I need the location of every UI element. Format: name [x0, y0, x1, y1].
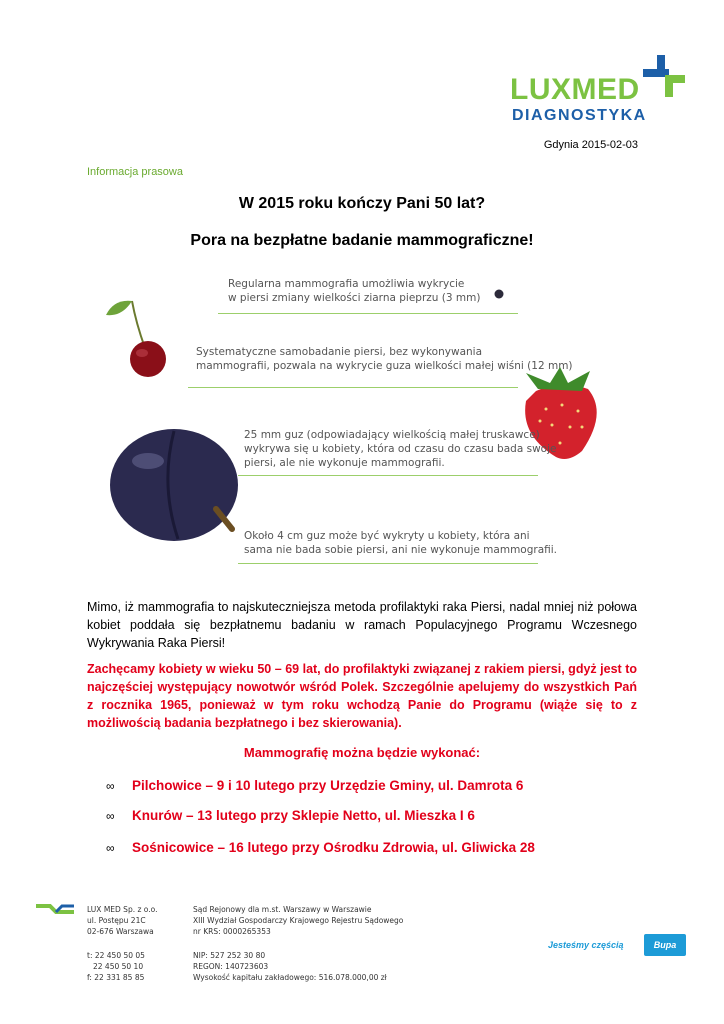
appeal-paragraph: Zachęcamy kobiety w wieku 50 – 69 lat, do profilaktyki związanej z rakiem piersi, gdyż jest to najczęściej występujący nowotwór wśród Polek. Szczególnie apelujemy do wszystkich Pań z rocznika 1965, ponieważ w tym roku wchodzą Panie do Programu (wiąże się to z możliwością badania bezpłatnego i bez skierowania).	[87, 662, 637, 730]
logo-luxmed-text: LUXMED	[510, 73, 640, 106]
separator	[238, 563, 538, 564]
page-title: W 2015 roku kończy Pani 50 lat?	[238, 195, 486, 212]
info-item-4: Około 4 cm guz może być wykryty u kobiety, która ani sama nie bada sobie piersi, ani nie wykonuje mammografii.	[244, 530, 558, 556]
footer-company-ids: NIP: 527 252 30 80 REGON: 140723603 Wysokość kapitału zakładowego: 516.078.000,00 zł	[193, 951, 387, 982]
press-label: Informacja prasowa	[87, 166, 183, 178]
page-subtitle: Pora na bezpłatne badanie mammograficzne!	[190, 232, 534, 249]
footer-tagline: Jesteśmy częścią	[548, 940, 624, 950]
footer-registry: Sąd Rejonowy dla m.st. Warszawy w Warszawie XIII Wydział Gospodarczy Krajowego Rejestru Sądowego nr KRS: 0000265353	[193, 905, 404, 936]
logo-diagnostyka-text: DIAGNOSTYKA	[512, 107, 647, 124]
bullet-icon: ∞	[106, 809, 115, 823]
bullet-icon: ∞	[106, 779, 115, 793]
bupa-logo: Bupa	[644, 934, 686, 956]
luxmed-cross-icon	[643, 55, 685, 97]
bullet-icon: ∞	[106, 841, 115, 855]
footer-luxmed-mark-icon	[36, 902, 74, 916]
separator	[188, 387, 518, 388]
separator	[218, 313, 518, 314]
document-date: Gdynia 2015-02-03	[543, 139, 638, 151]
location-item: ∞ Pilchowice – 9 i 10 lutego przy Urzędzie Gminy, ul. Damrota 6	[106, 778, 524, 793]
pepper-seed-icon	[494, 289, 504, 299]
location-item: ∞ Knurów – 13 lutego przy Sklepie Netto, ul. Mieszka I 6	[106, 808, 475, 823]
cherry-icon	[100, 293, 190, 383]
mammography-infographic	[98, 265, 626, 585]
info-item-1: Regularna mammografia umożliwia wykrycie w piersi zmiany wielkości ziarna pieprzu (3 mm)	[228, 278, 481, 304]
locations-heading: Mammografię można będzie wykonać:	[243, 745, 481, 760]
info-item-3: 25 mm guz (odpowiadający wielkością małej truskawce) wykrywa się u kobiety, która od czasu do czasu bada swoje piersi, ale nie wykonuje mammografii.	[244, 429, 557, 469]
location-item: ∞ Sośnicowice – 16 lutego przy Ośrodku Zdrowia, ul. Gliwicka 28	[106, 840, 535, 855]
plum-icon	[104, 415, 254, 545]
info-item-2: Systematyczne samobadanie piersi, bez wykonywania mammografii, pozwala na wykrycie guza wielkości małej wiśni (12 mm)	[196, 346, 573, 372]
footer-phones: t: 22 450 50 05 22 450 50 10 f: 22 331 85 85	[87, 951, 145, 982]
luxmed-logo	[500, 55, 690, 125]
separator	[238, 475, 538, 476]
intro-paragraph: Mimo, iż mammografia to najskuteczniejsza metoda profilaktyki raka Piersi, nadal mniej niż połowa kobiet poddała się bezpłatnemu badaniu w ramach Populacyjnego Programu Wczesnego Wykrywania Raka Piersi!	[87, 600, 637, 650]
footer-address: LUX MED Sp. z o.o. ul. Postępu 21C 02-676 Warszawa	[87, 905, 158, 936]
